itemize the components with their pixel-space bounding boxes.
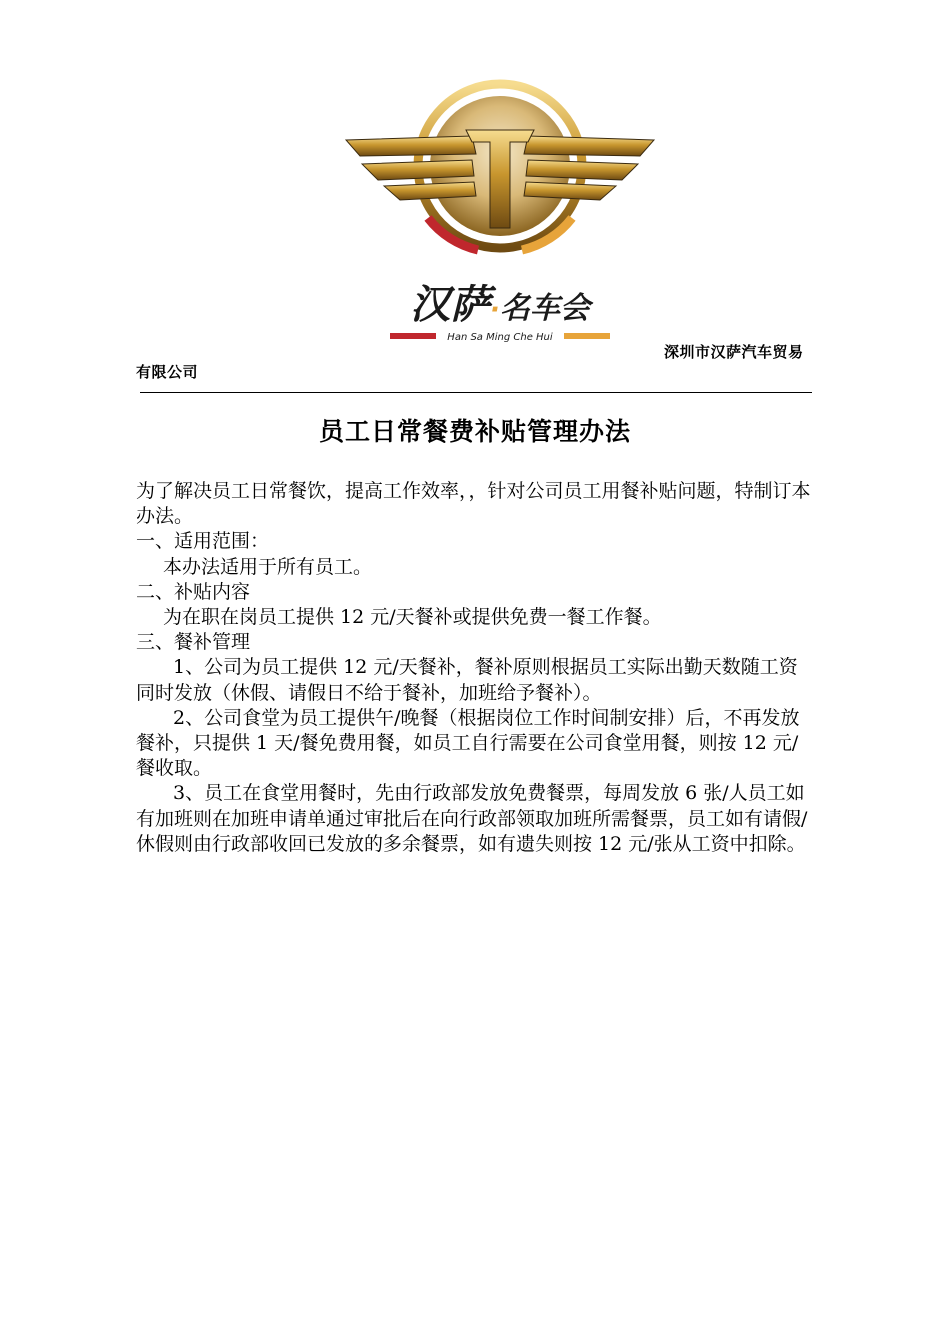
section-heading: 一、适用范围：	[136, 530, 270, 553]
section-heading: 二、补贴内容	[136, 580, 251, 603]
header-divider	[140, 392, 812, 393]
section-body: 本办法适用于所有员工。	[163, 555, 373, 578]
section-heading: 三、餐补管理	[136, 631, 251, 654]
logo-english-text: Han Sa Ming Che Hui	[447, 332, 553, 343]
document-body	[136, 479, 816, 857]
rule-item: 1、公司为员工提供 12 元/天餐补，餐补原则根据员工实际出勤天数随工资同时发放（休假、请假日不给于餐补，加班给予餐补）。	[136, 656, 798, 704]
section-body: 为在职在岗员工提供 12 元/天餐补或提供免费一餐工作餐。	[163, 606, 662, 629]
logo-brand-text: 汉萨·名车会	[410, 282, 590, 328]
document-title: 员工日常餐费补贴管理办法	[318, 417, 631, 446]
rule-item: 3、员工在食堂用餐时，先由行政部发放免费餐票，每周发放 6 张/人员工如有加班则在加班申请单通过审批后在向行政部领取加班所需餐票，员工如有请假/休假则由行政部收回已发放的多余餐票，如有遗失则按 12 元/张从工资中扣除。	[136, 782, 808, 855]
company-name-line2: 有限公司	[136, 363, 199, 381]
company-logo	[340, 78, 660, 353]
company-name-line1: 深圳市汉萨汽车贸易	[664, 343, 804, 361]
intro-paragraph: 为了解决员工日常餐饮，提高工作效率，，针对公司员工用餐补贴问题，特制订本办法。	[136, 480, 811, 528]
rule-item: 2、公司食堂为员工提供午/晚餐（根据岗位工作时间制安排）后，不再发放餐补，只提供 1 天/餐免费用餐，如员工自行需要在公司食堂用餐，则按 12 元/餐收取。	[136, 706, 800, 780]
